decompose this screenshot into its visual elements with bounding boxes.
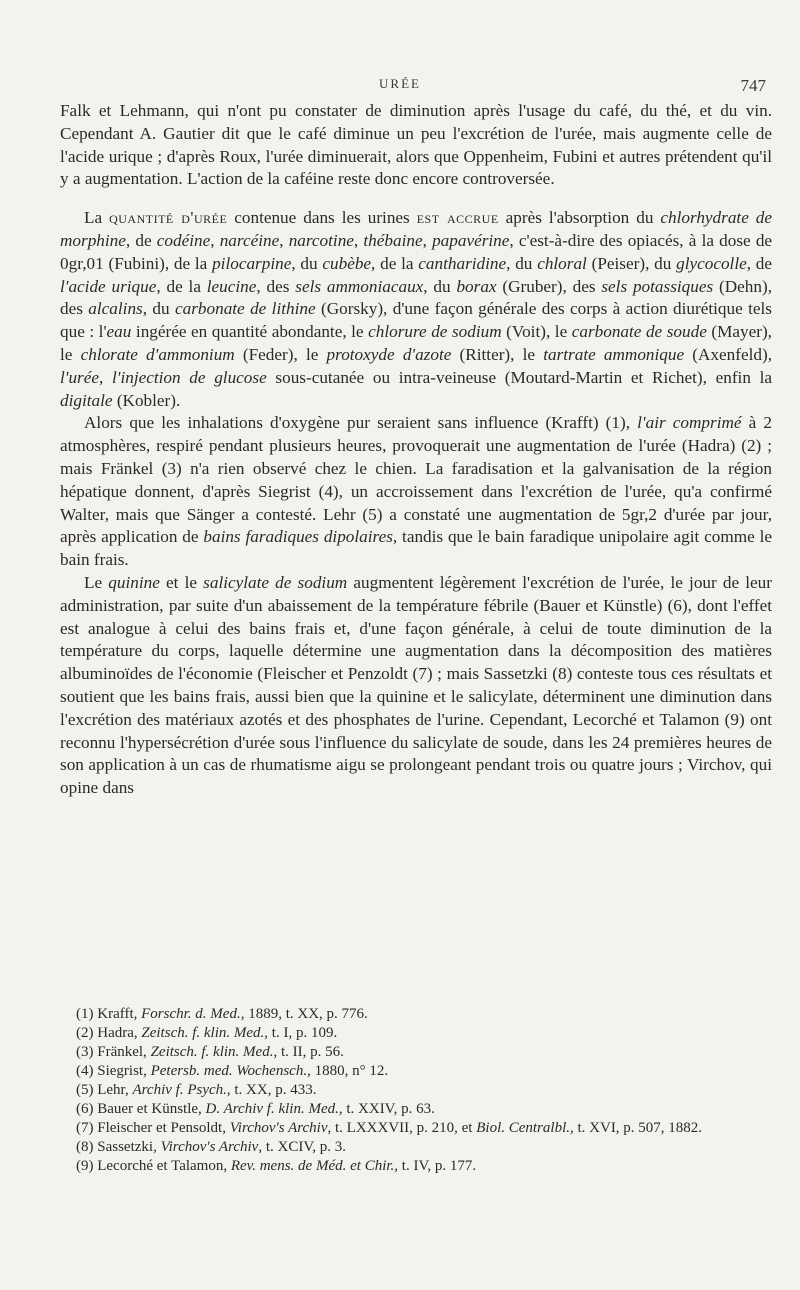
text-run: (Ritter), le [451, 344, 544, 364]
text-run: (Peiser), du [586, 253, 677, 273]
footnote [60, 1138, 772, 1157]
text-run: (Gruber), des [496, 276, 602, 296]
italic-run: cantharidine [418, 253, 507, 273]
text-run: , de [125, 230, 157, 250]
text-run: (3) Fränkel, [76, 1044, 151, 1060]
italic-run: l'air comprimé [637, 413, 742, 433]
italic-run: cubèbe [322, 253, 372, 273]
running-title: URÉE [379, 76, 421, 91]
italic-run: glycocolle [676, 253, 747, 273]
text-run: , de [746, 253, 773, 273]
italic-run: l'acide urique [60, 276, 157, 296]
italic-run: Zeitsch. f. klin. Med. [141, 1025, 265, 1041]
text-run: (6) Bauer et Künstle, [76, 1101, 206, 1117]
italic-run: Virchov's Archiv [160, 1139, 259, 1155]
text-run: , du [506, 253, 538, 273]
italic-run: chlorure de sodium [368, 322, 502, 342]
text-run: (Voit), le [501, 322, 572, 342]
text-run: (Axenfeld), [684, 344, 773, 364]
small-caps-run: est accrue [416, 208, 499, 228]
text-run: (Mayer), le [60, 322, 772, 364]
page-number: 747 [740, 76, 766, 95]
italic-run: Archiv f. Psych. [132, 1082, 227, 1098]
italic-run: carbonate de soude [571, 322, 707, 342]
paragraph [60, 572, 772, 800]
text-run: , du [423, 276, 457, 296]
text-run: (2) Hadra, [76, 1025, 142, 1041]
text-run: Alors que les inhalations d'oxygène pur seraient sans influence (Krafft) (1), [84, 413, 638, 433]
text-run: à 2 atmosphères, respiré pendant plusieurs heures, provoquerait une augmentation de l'urée (Hadra) (2) ; mais Fränkel (3) n'a rien observé chez le chien. La faradisation et la galvanisation de la région hépatique donnent, d'après Siegrist (4), un accroissement dans l'excrétion de l'urée, qu'a confirmé Walter, mais que Sänger a contesté. Lehr (5) a constaté une augmentation de 5gr,2 d'urée par jour, après application de [60, 413, 772, 547]
italic-run: l'injection de glucose [112, 367, 267, 387]
italic-run: papavérine [432, 230, 510, 250]
italic-run: thébaine [363, 230, 423, 250]
text-run: , t. XX, p. 433. [226, 1082, 317, 1098]
text-run: , du [291, 253, 323, 273]
text-run: , t. IV, p. 177. [394, 1158, 477, 1174]
text-run: sous-cutanée ou intra-veineuse (Moutard-Martin et Richet), enfin la [266, 367, 773, 387]
text-run: , [422, 230, 433, 250]
footnote [60, 1062, 772, 1081]
italic-run: codéine [156, 230, 211, 250]
footnote [60, 1024, 772, 1043]
text-run: , [353, 230, 364, 250]
text-run: , tandis que le bain faradique unipolaire agit comme le bain frais. [60, 527, 772, 570]
footnote [60, 1157, 772, 1176]
text-run: après l'absorption du [498, 208, 661, 228]
text-run: (Gorsky), d'une façon générale des corps à action diurétique tels que : l' [60, 299, 772, 342]
italic-run: bains faradiques dipolaires [203, 527, 393, 547]
text-run: , 1880, n° 12. [307, 1063, 389, 1079]
text-run: , t. XVI, p. 507, 1882. [569, 1120, 703, 1136]
italic-run: chloral [537, 253, 587, 273]
text-run: , t. II, p. 56. [273, 1044, 344, 1060]
text-run: (5) Lehr, [76, 1082, 133, 1098]
italic-run: leucine [206, 276, 257, 296]
italic-run: salicylate de sodium [203, 572, 348, 592]
text-run: , de la [156, 276, 207, 296]
italic-run: eau [106, 322, 132, 342]
italic-run: sels potassiques [601, 276, 714, 296]
footnote [60, 1005, 772, 1024]
footnote [60, 1043, 772, 1062]
italic-run: Forschr. d. Med. [141, 1006, 241, 1022]
italic-run: pilocarpine [212, 253, 292, 273]
text-run: , 1889, t. XX, p. 776. [240, 1006, 368, 1022]
text-run: Falk et Lehmann, qui n'ont pu constater de diminution après l'usage du café, du thé, et du vin. Cependant A. Gautier dit que le café diminue un peu l'excrétion de l'urée, mais augmente celle de l'acide urique ; d'après Roux, l'urée diminuerait, alors que Oppenheim, Fubini et autres prétendent qu'il y a augmentation. L'action de la caféine reste donc encore controversée. [60, 101, 772, 189]
paragraph [60, 412, 772, 572]
italic-run: tartrate ammonique [543, 344, 685, 364]
text-run: , t. LXXXVII, p. 210, et [327, 1120, 477, 1136]
text-run: augmentent légèrement l'excrétion de l'urée, le jour de leur administration, par suite d'un abaissement de la température fébrile (Bauer et Künstle) (6), dont l'effet est analogue à celui des bains frais et, d'une façon générale, à celui de toute diminution de la température du corps, laquelle détermine une augmentation dans la décomposition des matières albuminoïdes de l'économie (Fleischer et Penzoldt (7) ; mais Sassetzki (8) conteste tous ces résultats et soutient que les bains frais, aussi bien que la quinine et le salicylate, déterminent une diminution dans l'excrétion des matériaux azotés et des phosphates de l'urine. Cependant, Lecorché et Talamon (9) ont reconnu l'hypersécrétion d'urée sous l'influence du salicylate de soude, dans les 24 premières heures de son application à un cas de rhumatisme aigu se prolongeant pendant trois ou quatre jours ; Virchov, qui opine dans [60, 572, 772, 798]
text-run: , [210, 230, 220, 250]
text-run: (Dehn), des [60, 276, 772, 319]
italic-run: chlorate d'ammonium [80, 344, 235, 364]
text-run: , t. XXIV, p. 63. [338, 1101, 435, 1117]
italic-run: Petersb. med. Wochensch. [150, 1063, 308, 1079]
text-run: ingérée en quantité abondante, le [131, 322, 369, 342]
italic-run: carbonate de lithine [175, 299, 316, 319]
paragraph [60, 207, 772, 412]
italic-run: chlorhydrate de morphine [60, 208, 773, 250]
italic-run: Rev. mens. de Méd. et Chir. [230, 1158, 395, 1174]
footnote [60, 1119, 772, 1138]
italic-run: D. Archiv f. klin. Med. [205, 1101, 339, 1117]
italic-run: protoxyde d'azote [326, 344, 452, 364]
text-run: (4) Siegrist, [76, 1063, 151, 1079]
text-run: La [84, 208, 110, 228]
footnotes [60, 1005, 772, 1176]
text-run: , [99, 367, 112, 387]
italic-run: alcalins [88, 299, 143, 319]
italic-run: digitale [60, 390, 113, 410]
text-run: , du [142, 299, 175, 319]
italic-run: Virchov's Archiv [229, 1120, 328, 1136]
text-run: (Kobler). [112, 390, 181, 410]
text-run: et le [159, 572, 204, 592]
text-run: , de la [371, 253, 419, 273]
body-text [60, 100, 772, 800]
text-run: , des [256, 276, 296, 296]
text-run: , t. XCIV, p. 3. [258, 1139, 346, 1155]
italic-run: quinine [108, 572, 160, 592]
text-run: , t. I, p. 109. [264, 1025, 338, 1041]
italic-run: narcéine [219, 230, 280, 250]
text-run: Le [84, 572, 109, 592]
small-caps-run: quantité d'urée [109, 208, 228, 228]
italic-run: l'urée [60, 367, 99, 387]
italic-run: narcotine [288, 230, 354, 250]
italic-run: Zeitsch. f. klin. Med. [150, 1044, 274, 1060]
text-run: (1) Krafft, [76, 1006, 142, 1022]
text-run: contenue dans les urines [227, 208, 417, 228]
italic-run: Biol. Centralbl. [476, 1120, 570, 1136]
italic-run: sels ammoniacaux [295, 276, 424, 296]
footnote [60, 1081, 772, 1100]
text-run: (8) Sassetzki, [76, 1139, 161, 1155]
page-header [0, 76, 800, 100]
italic-run: borax [456, 276, 497, 296]
text-run: (9) Lecorché et Talamon, [76, 1158, 231, 1174]
footnote [60, 1100, 772, 1119]
text-run: (Feder), le [234, 344, 327, 364]
paragraph [60, 100, 772, 191]
text-run: , [279, 230, 289, 250]
text-run: (7) Fleischer et Pensoldt, [76, 1120, 230, 1136]
text-run: , c'est-à-dire des opiacés, à la dose de 0gr,01 (Fubini), de la [60, 230, 773, 273]
